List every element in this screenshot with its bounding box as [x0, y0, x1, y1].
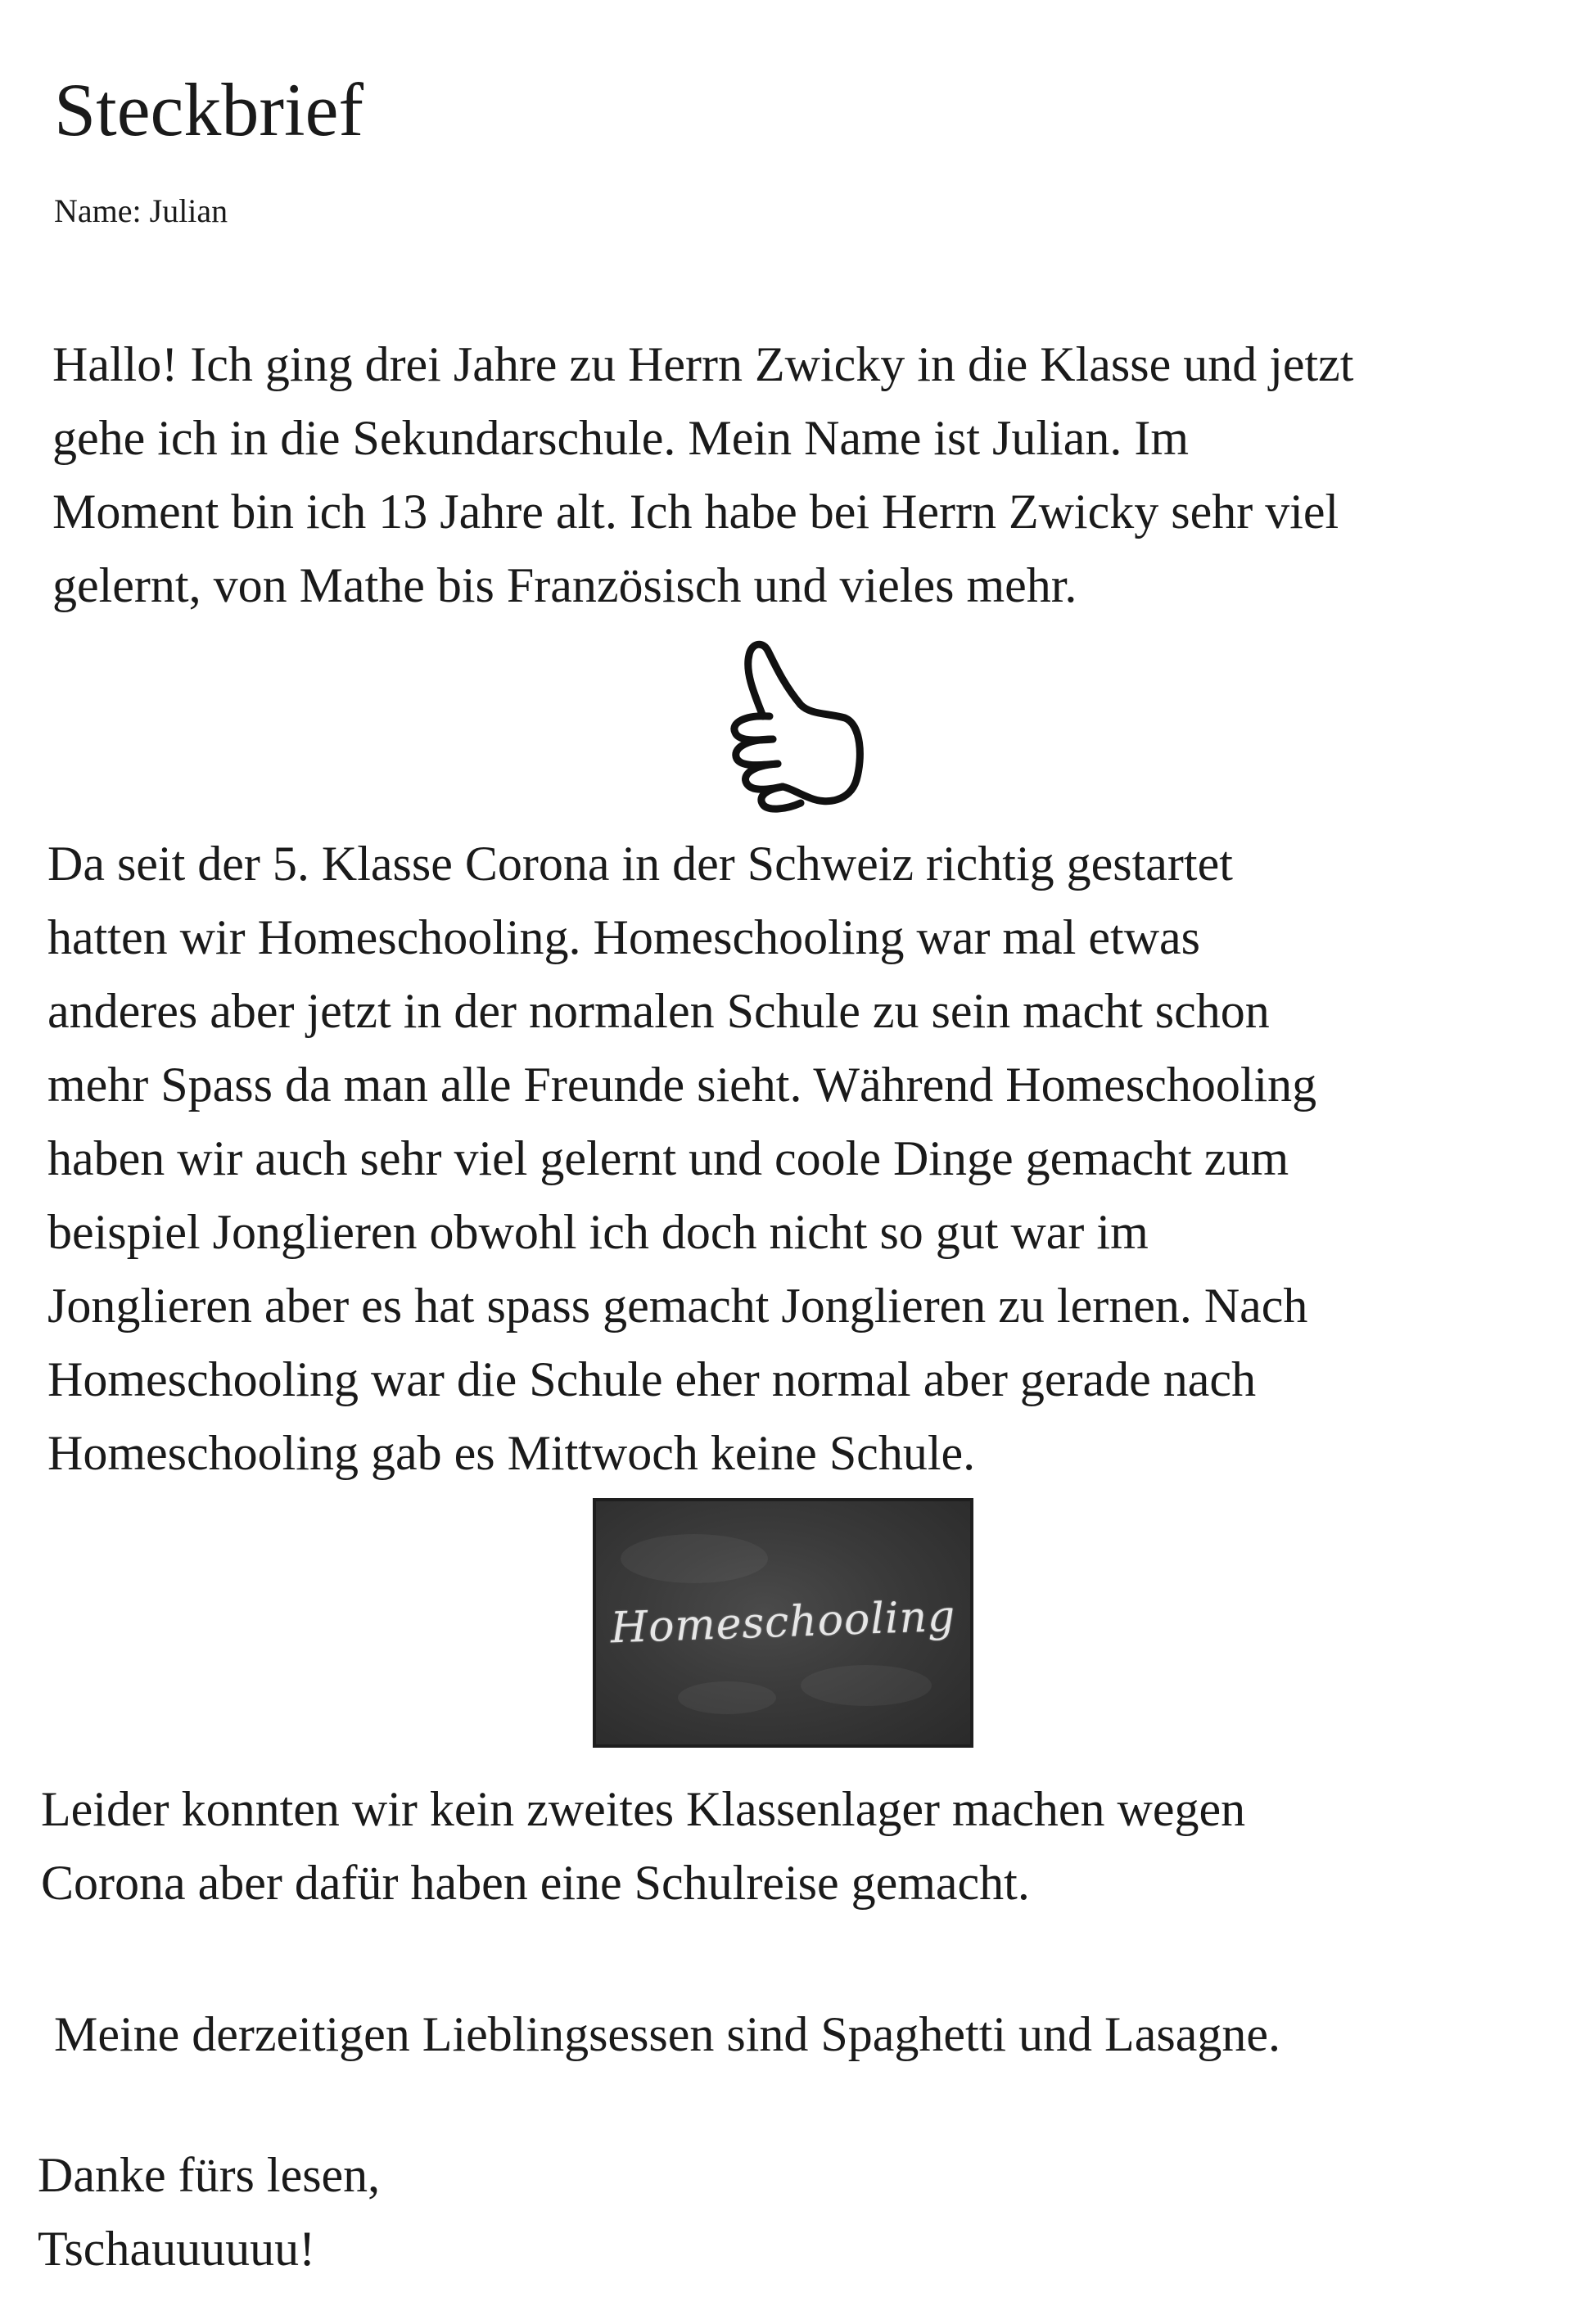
text-line: Homeschooling war die Schule eher normal aber gerade nach	[47, 1352, 1257, 1406]
chalkboard-image	[593, 1498, 973, 1748]
text-line: Da seit der 5. Klasse Corona in der Schweiz richtig gestartet	[47, 837, 1233, 891]
text-line: anderes aber jetzt in der normalen Schule zu sein macht schon	[47, 984, 1270, 1038]
paragraph-closing	[38, 2138, 380, 2286]
text-line: mehr Spass da man alle Freunde sieht. Während Homeschooling	[47, 1058, 1317, 1112]
text-line: Meine derzeitigen Lieblingsessen sind Spaghetti und Lasagne.	[54, 2007, 1280, 2061]
text-line: gehe ich in die Sekundarschule. Mein Name ist Julian. Im	[52, 411, 1189, 465]
paragraph-lieblingsessen	[54, 1997, 1280, 2071]
text-line: haben wir auch sehr viel gelernt und coole Dinge gemacht zum	[47, 1131, 1289, 1185]
text-line: Moment bin ich 13 Jahre alt. Ich habe bei Herrn Zwicky sehr viel	[52, 485, 1339, 539]
text-line: Leider konnten wir kein zweites Klassenlager machen wegen	[41, 1782, 1246, 1836]
text-line: Corona aber dafür haben eine Schulreise gemacht.	[41, 1856, 1030, 1910]
paragraph-klassenlager	[41, 1772, 1245, 1920]
text-line: Homeschooling gab es Mittwoch keine Schule.	[47, 1426, 976, 1480]
paragraph-intro	[52, 327, 1353, 622]
document-title: Steckbrief	[54, 68, 364, 151]
text-line: Danke fürs lesen,	[38, 2148, 381, 2202]
text-line: Tschauuuuuu!	[38, 2222, 316, 2276]
text-line: Jonglieren aber es hat spass gemacht Jonglieren zu lernen. Nach	[47, 1279, 1308, 1333]
name-line: Name: Julian	[54, 192, 228, 229]
text-line: gelernt, von Mathe bis Französisch und vieles mehr.	[52, 558, 1077, 612]
paragraph-homeschooling	[47, 827, 1316, 1490]
chalkboard-text: Homeschooling	[609, 1591, 957, 1654]
text-line: beispiel Jonglieren obwohl ich doch nicht so gut war im	[47, 1205, 1149, 1259]
text-line: Hallo! Ich ging drei Jahre zu Herrn Zwicky in die Klasse und jetzt	[52, 337, 1354, 391]
thumbs-up-icon	[712, 634, 868, 815]
text-line: hatten wir Homeschooling. Homeschooling war mal etwas	[47, 910, 1201, 964]
